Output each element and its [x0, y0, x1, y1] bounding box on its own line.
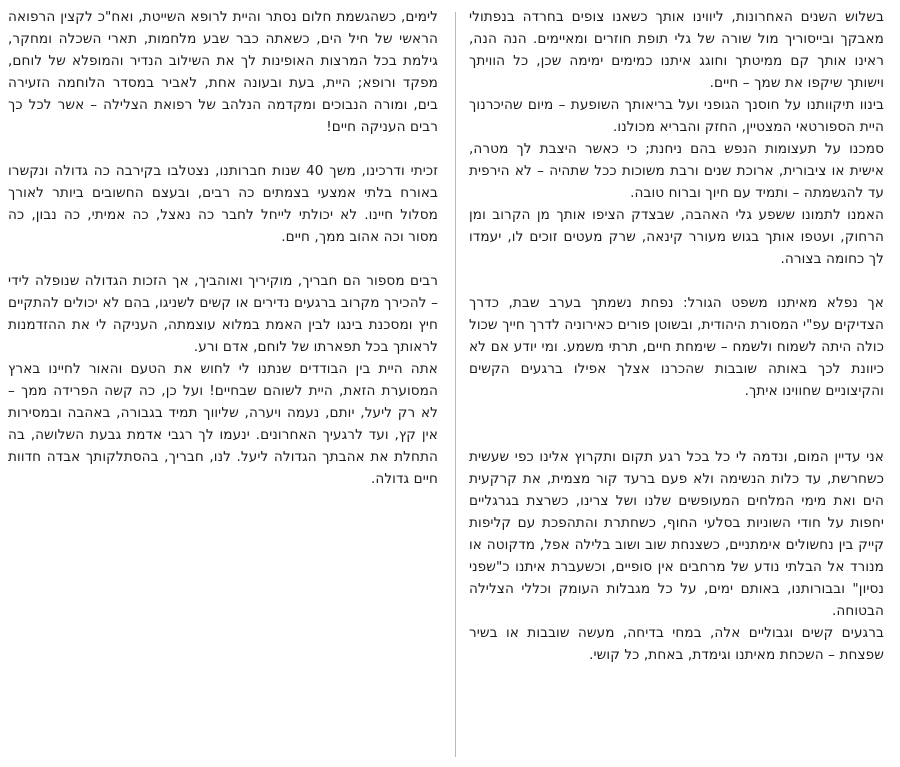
paragraph: בשלוש השנים האחרונות, ליווינו אותך כשאנו צופים בחרדה בנפתולי מאבקך ובייסוריך מול שורה של גלי תופת חוזרים ומאיימים. הנה הנה, ראינו אותך קם ממיטתך וחוגג איתנו כמימים ימימה שכן, כל הוויתך וישותך שיקפו את שמך – חיים. — [469, 9, 884, 91]
paragraph: ברגעים קשים וגבוליים אלה, במחי בדיחה, מעשה שובבות או בשיר שפצחת – השכחת מאיתנו וגימדת, באחת, כל קושי. — [469, 625, 884, 663]
column-divider — [455, 12, 456, 757]
paragraph: רבים מספור הם חבריך, מוקיריך ואוהביך, אך הזכות הגדולה שנופלה לידי – להכירך מקרוב ברגעים נדירים או קשים לשניגו, בהם לא יכולים להתקיים חיץ ומסכנת בינגו לבין האמת במלוא עוצמתה, העניקה לי את ההזדמנות לראותך בכל תפארתו של לוחם, אדם ורע. — [8, 273, 438, 355]
paragraph: אני עדיין המום, ונדמה לי כל בכל רגע תקום ותקרוץ אלינו כפי שעשית כשחרשת, עד כלות הנשימה ולא פעם ברעד קור מצמית, את קרקעית הים ואת מימי המלחים המעופשים שלנו ושל צרינו, כשרצת בגרגליים יחפות על חודי השוניות בסלעי החוף, כשחתרת והתהפכת עם קליפות קייק בין נחשולים אימתניים, כשצנחת שוב ושוב בלילה אפל, מדקוטה או מנורד אל הבלתי נודע של מרחבים אין סופיים, וכשעברת איתנו כ"שפני נסיון" ובבורותנו, באותם ימים, על כל מגבלות העומק וכללי הצלילה הבטוחה. — [469, 449, 884, 619]
paragraph: זכיתי ודרכינו, משך 40 שנות חברותנו, נצטלבו בקירבה כה גדולה ונקשרו באורח בלתי אמצעי בצמתים כה רבים, ובעצם החשובים ביותר לאורך מסלול חיינו. לא יכולתי לייחל לחבר כה נאצל, כה אמיתי, כה נבון, כה מסור וכה אהוב ממך, חיים. — [8, 163, 438, 245]
paragraph: אך נפלא מאיתנו משפט הגורל: נפחת נשמתך בערב שבת, כדרך הצדיקים עפ"י המסורת היהודית, ובשוטן פורים כאירוניה לדרך חייך שכול כולה היתה לשמוח ולשמח – שימחת חיים, תרתי משמע. ומי יודע אם לא כיוונת לכך באותה שובבות שהכרנו אצלך אפילו ברגעים הקשים והקיצוניים שחווינו איתך. — [469, 295, 884, 399]
paragraph-gap — [469, 270, 884, 292]
paragraph: האמנו לתמונו ששפע גלי האהבה, שבצדק הציפו אותך מן הקרוב ומן הרחוק, ועטפו אותך בגוש מעורר קינאה, שרק מעטים זוכים לו, יעמדו לך כחומה בצורה. — [469, 207, 884, 267]
paragraph: אתה היית בין הבודדים שנתנו לי לחוש את הטעם והאור לחיינו בארץ המסוערת הזאת, היית לשוהם שבחיים! ועל כן, כה קשה הפרידה ממך – לא רק ליעל, יותם, נעמה ויערה, שליווך תמיד בגבורה, באהבה ובמסירות אין קץ, ועד לרגעיך האחרונים. ינעמו לך רגבי אדמת גבעת השלושה, בה התחלת את אהבתך הגדולה ליעל. לנו, חבריך, בהסתלקותך אבדה חדוות חיים גדולה. — [8, 361, 438, 487]
paragraph: לימים, כשהגשמת חלום נסתר והיית לרופא השייטת, ואח"כ לקצין הרפואה הראשי של חיל הים, כשאתה כבר שבע מלחמות, תארי השכלה ומחקר, גילמת בכל המרצות האופינות לך את השילוב הנדיר והמופלא של לוחם, מפקד ורופא; היית, בעת ובעונה אחת, לאביר במסדר הלוחמה הזעירה בים, ומורה הנבוכים ומקדמה הנלהב של רפואת הצלילה – אשר לכל כך רבים העניקה חיים! — [8, 9, 438, 135]
paragraph: סמכנו על תעצומות הנפש בהם ניחנת; כי כאשר היצבת לך מטרה, אישית או ציבורית, ארוכת שנים ורבת משוכות ככל שתהיה – לא הירפית עד להגשמתה – ותמיד עם חיוך וברוח טובה. — [469, 141, 884, 201]
paragraph-gap — [8, 138, 438, 160]
paragraph-gap — [8, 248, 438, 270]
right-column — [469, 6, 884, 666]
paragraph-gap — [469, 402, 884, 446]
paragraph: בינוו תיקוותנו על חוסנך הגופני ועל בריאותך השופעת – מיום שהיכרנוך היית הספורטאי המצטיין, החזק והבריא מכולנו. — [469, 97, 884, 135]
left-column — [8, 6, 438, 490]
